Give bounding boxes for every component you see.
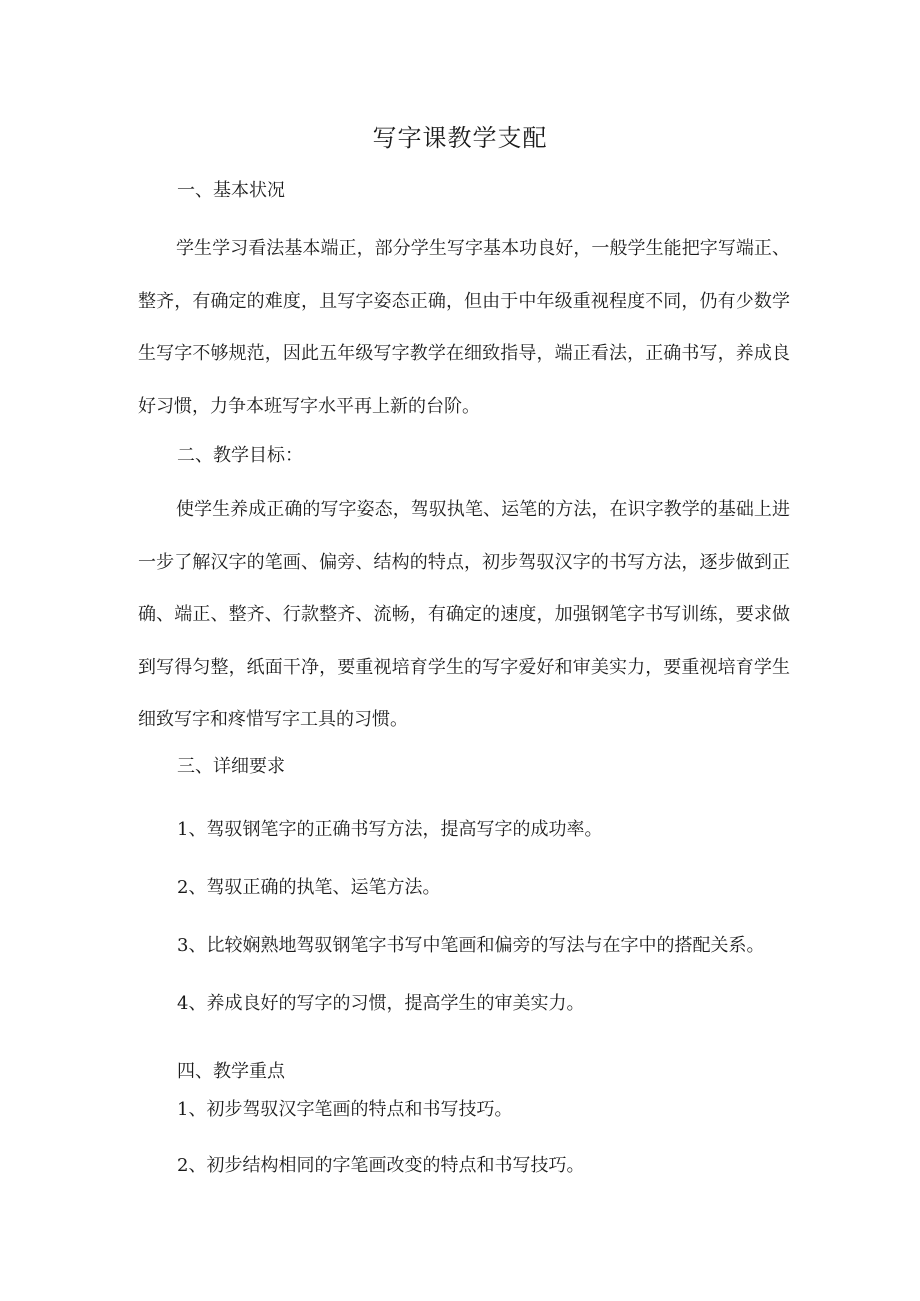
section-heading-basic-situation: 一、基本状况 <box>177 180 285 201</box>
section-heading-detailed-requirements: 三、详细要求 <box>177 756 285 777</box>
list-item: 2、驾驭正确的执笔、运笔方法。 <box>177 877 441 898</box>
section-heading-teaching-goals: 二、教学目标： <box>177 445 303 466</box>
section-heading-teaching-focus: 四、教学重点 <box>177 1061 285 1082</box>
list-item: 1、驾驭钢笔字的正确书写方法，提高写字的成功率。 <box>177 819 603 840</box>
list-item: 1、初步驾驭汉字笔画的特点和书写技巧。 <box>177 1099 513 1120</box>
list-item: 2、初步结构相同的字笔画改变的特点和书写技巧。 <box>177 1155 585 1176</box>
section-paragraph-teaching-goals: 使学生养成正确的写字姿态，驾驭执笔、运笔的方法，在识字教学的基础上进一步了解汉字的笔画、偏旁、结构的特点，初步驾驭汉字的书写方法，逐步做到正确、端正、整齐、行款整齐、流畅，有确定的速度，加强钢笔字书写训练，要求做到写得匀整，纸面干净，要重视培育学生的写字爱好和审美实力，要重视培育学生细致写字和疼惜写字工具的习惯。 <box>138 499 790 730</box>
document-title: 写字课教学支配 <box>372 124 548 152</box>
list-item: 3、比较娴熟地驾驭钢笔字书写中笔画和偏旁的写法与在字中的搭配关系。 <box>177 935 765 956</box>
section-paragraph-basic-situation: 学生学习看法基本端正，部分学生写字基本功良好，一般学生能把字写端正、整齐，有确定的难度，且写字姿态正确，但由于中年级重视程度不同，仍有少数学生写字不够规范，因此五年级写字教学在细致指导，端正看法，正确书写，养成良好习惯，力争本班写字水平再上新的台阶。 <box>138 238 790 417</box>
list-item: 4、养成良好的写字的习惯，提高学生的审美实力。 <box>177 993 585 1014</box>
